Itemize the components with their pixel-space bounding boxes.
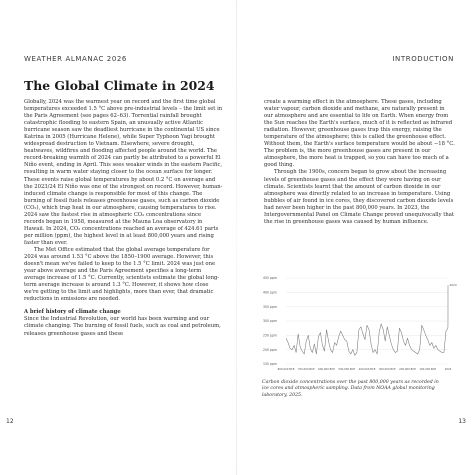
body-paragraph: The Met Office estimated that the global average temperature for 2024 was around 1.53 °C above the 1850–1900 average. However, this doesn't mean we've failed to keep to the 1.5 °C limit. 2024 was just one year above average and the Paris Agreement specifies a long-term average increase of 1.5 °C. Currently, scientists estimate the global long-term average increase is around 1.3 °C. However, it shows how close we're getting to the limit and highlights, more than ever, that dramatic reductions in emissions are needed. [24,246,220,303]
page-number-right: 13 [458,418,466,425]
left-page [0,0,237,475]
x-tick-label: 2024 [444,368,452,371]
body-paragraph: create a warming effect in the atmosphere. These gases, including water vapour, carbon dioxide and methane, are naturally present in our atmosphere and are essential to life on Earth. When energy from the Sun reaches the Earth's surface, much of it is reflected as infrared radiation. However, greenhouse gases trap this energy, raising the temperature of the atmosphere; this is called the greenhouse effect. Without them, the Earth's surface temperature would be about −18 °C. The problem is, the more greenhouse gases are present in our atmosphere, the more heat is trapped, so you can have too much of a good thing. [264,99,455,169]
y-tick-label: 450 ppm [263,276,277,281]
co2-chart [262,272,462,377]
x-tick-label: 200,000 BCE [399,368,416,371]
y-tick-label: 200 ppm [263,347,277,352]
body-paragraph: Globally, 2024 was the warmest year on record and the first time global temperatures exceeded 1.5 °C above pre-industrial levels – the limit set in the Paris Agreement (see pages 62–63). Torrential rainfall brought catastrophic flooding to eastern Spain, an unusually active Atlantic hurricane season saw the deadliest hurricane in the continental US since Katrina in 2005 (Hurricane Helene), while Super Typhoon Yagi brought widespread destruction to Vietnam. Elsewhere, severe drought, heatwaves, wildfires and flooding affected people around the world. The record-breaking warmth of 2024 can partly be attributed to a powerful El Niño event, ending in April. This sees weaker winds in the eastern Pacific, resulting in warm water staying closer to the ocean surface for longer. These events raise global temperatures by about 0.2 °C on average and the 2023/24 El Niño was one of the strongest on record. However, human-induced climate change is responsible for most of this change. The burning of fossil fuels releases greenhouse gases, such as carbon dioxide (CO₂), which trap heat in our atmosphere, causing temperatures to rise. 2024 saw the fastest rise in atmospheric CO₂ concentrations since records began in 1958, measured at the Mauna Loa observatory in Hawaii. In 2024, CO₂ concentrations reached an average of 424.61 parts per million (ppm), the highest level in at least 800,000 years and rising faster than ever. [24,99,223,246]
x-tick-label: 100,000 BCE [419,368,437,371]
co2-series-line [286,285,448,355]
right-column [264,99,455,226]
x-tick-label: 800,000 BCE [277,368,295,371]
running-head-left: WEATHER ALMANAC 2026 [24,55,127,63]
y-tick-label: 400 ppm [263,290,277,295]
body-paragraph: Since the Industrial Revolution, our world has been warming and our climate changing. The burning of fossil fuels, such as coal and petroleum, releases greenhouse gases and these [24,316,221,337]
chart-annotation: 2024 [449,283,457,288]
y-tick-label: 350 ppm [263,304,277,309]
y-tick-label: 300 ppm [263,319,277,324]
y-tick-label: 150 ppm [263,362,277,367]
x-tick-label: 300,000 BCE [378,368,396,371]
x-tick-label: 500,000 BCE [338,368,356,371]
co2-line-chart [262,272,462,377]
article-title: The Global Climate in 2024 [24,78,215,93]
right-page [237,0,475,475]
chart-caption: Carbon dioxide concentrations over the past 800,000 years as recorded in ice cores and atmospheric sampling. Data from NOAA global monitoring laboratory, 2025. [262,380,439,398]
running-head-right: INTRODUCTION [392,55,454,63]
page-number-left: 12 [6,418,14,425]
left-column [24,99,223,338]
x-tick-label: 600,000 BCE [318,368,335,371]
body-paragraph: Through the 1900s, concern began to grow about the increasing levels of greenhouse gases and the effect they were having on our climate. Scientists learnt that the amount of carbon dioxide in our atmosphere was directly related to an increase in temperature. Using bubbles of air found in ice cores, they discovered carbon dioxide levels had never been higher in the past 800,000 years. In 2023, the Intergovernmental Panel on Climate Change proved unequivocally that the rise in greenhouse gases was caused by human influence. [264,169,454,225]
section-subheading: A brief history of climate change [24,309,121,316]
x-tick-label: 700,000 BCE [297,368,315,371]
x-tick-label: 400,000 BCE [358,368,376,371]
y-tick-label: 250 ppm [263,333,277,338]
